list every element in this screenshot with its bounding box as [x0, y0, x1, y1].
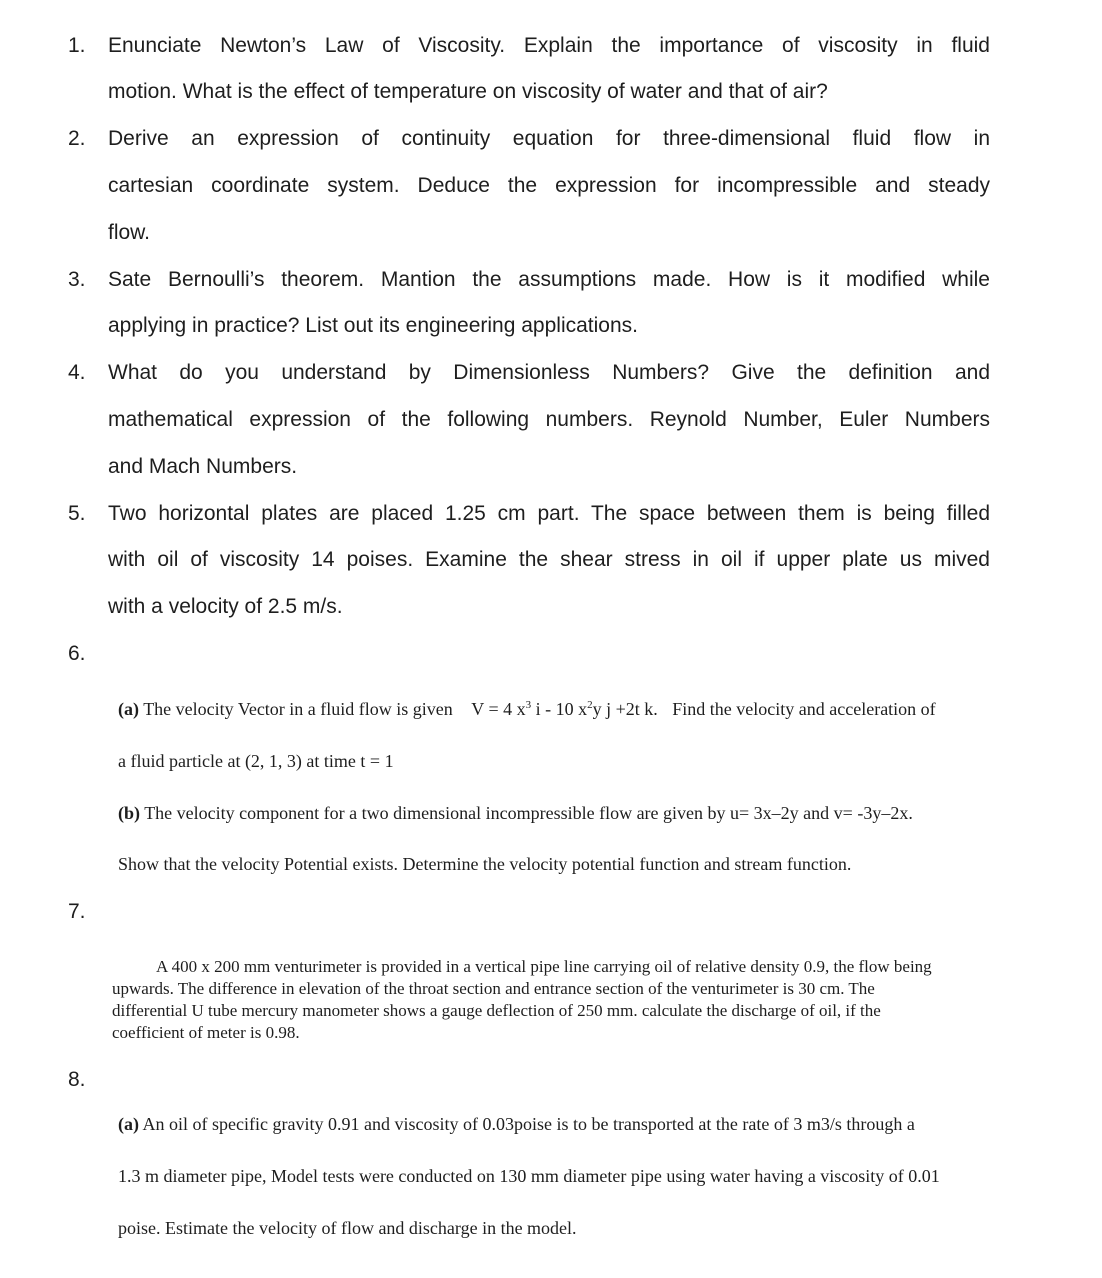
question-number: 8.: [68, 1068, 86, 1091]
paragraph-line: upwards. The difference in elevation of the throat section and entrance section of the venturimeter is 30 cm. The: [112, 979, 875, 998]
question-number: 1.: [68, 34, 86, 57]
sub-question-label: (b): [118, 803, 140, 823]
sub-question-8a: [118, 1113, 915, 1135]
sub-question-text: Find the velocity and acceleration of: [672, 699, 936, 719]
formula-part: y j +2t k.: [592, 699, 658, 719]
question-number: 3.: [68, 268, 86, 291]
velocity-formula: [471, 699, 657, 719]
question-number: 4.: [68, 361, 86, 384]
sub-question-text: The velocity Vector in a fluid flow is given: [143, 699, 453, 719]
question-number: 6.: [68, 642, 86, 665]
paragraph-line: coefficient of meter is 0.98.: [112, 1023, 300, 1042]
sub-question-text-line: a fluid particle at (2, 1, 3) at time t = 1: [118, 751, 394, 771]
formula-part: V = 4 x: [471, 699, 526, 719]
sub-question-text: An oil of specific gravity 0.91 and viscosity of 0.03poise is to be transported at the rate of 3 m3/s through a: [142, 1114, 915, 1134]
question-text-line: Enunciate Newton’s Law of Viscosity. Explain the importance of viscosity in fluid: [108, 34, 990, 57]
question-number: 7.: [68, 900, 86, 923]
question-number: 2.: [68, 127, 86, 150]
sub-question-text-line: poise. Estimate the velocity of flow and discharge in the model.: [118, 1218, 577, 1238]
question-7-paragraph: [112, 956, 1066, 1044]
question-text-line: with a velocity of 2.5 m/s.: [108, 595, 343, 618]
question-text-line: with oil of viscosity 14 poises. Examine the shear stress in oil if upper plate us mived: [108, 548, 990, 571]
sub-question-text-line: Show that the velocity Potential exists. Determine the velocity potential function and stream function.: [118, 854, 852, 874]
question-text-line: Sate Bernoulli’s theorem. Mantion the assumptions made. How is it modified while: [108, 268, 990, 291]
question-text-line: applying in practice? List out its engineering applications.: [108, 314, 638, 337]
question-text-line: and Mach Numbers.: [108, 455, 298, 478]
question-text-line: mathematical expression of the following numbers. Reynold Number, Euler Numbers: [108, 408, 990, 431]
sub-question-6b: [118, 802, 913, 824]
paragraph-line: differential U tube mercury manometer shows a gauge deflection of 250 mm. calculate the discharge of oil, if the: [112, 1001, 881, 1020]
question-text-line: motion. What is the effect of temperature on viscosity of water and that of air?: [108, 80, 828, 103]
sub-question-text: The velocity component for a two dimensional incompressible flow are given by u= 3x–2y and v= -3y–2x.: [144, 803, 913, 823]
formula-exponent: 2: [587, 699, 593, 711]
question-number: 5.: [68, 502, 86, 525]
question-text-line: Derive an expression of continuity equation for three-dimensional fluid flow in: [108, 127, 990, 150]
formula-exponent: 3: [525, 699, 532, 711]
question-text-line: flow.: [108, 221, 151, 244]
sub-question-label: (a): [118, 1114, 139, 1134]
question-text-line: What do you understand by Dimensionless Numbers? Give the definition and: [108, 361, 990, 384]
sub-question-text-line: 1.3 m diameter pipe, Model tests were conducted on 130 mm diameter pipe using water having a viscosity of 0.01: [118, 1166, 940, 1186]
question-text-line: cartesian coordinate system. Deduce the expression for incompressible and steady: [108, 174, 990, 197]
formula-part: i - 10 x: [531, 699, 588, 719]
sub-question-6a: [118, 698, 936, 720]
paragraph-line: A 400 x 200 mm venturimeter is provided in a vertical pipe line carrying oil of relative density 0.9, the flow being: [156, 957, 932, 976]
question-text-line: Two horizontal plates are placed 1.25 cm part. The space between them is being filled: [108, 502, 990, 525]
sub-question-label: (a): [118, 699, 139, 719]
